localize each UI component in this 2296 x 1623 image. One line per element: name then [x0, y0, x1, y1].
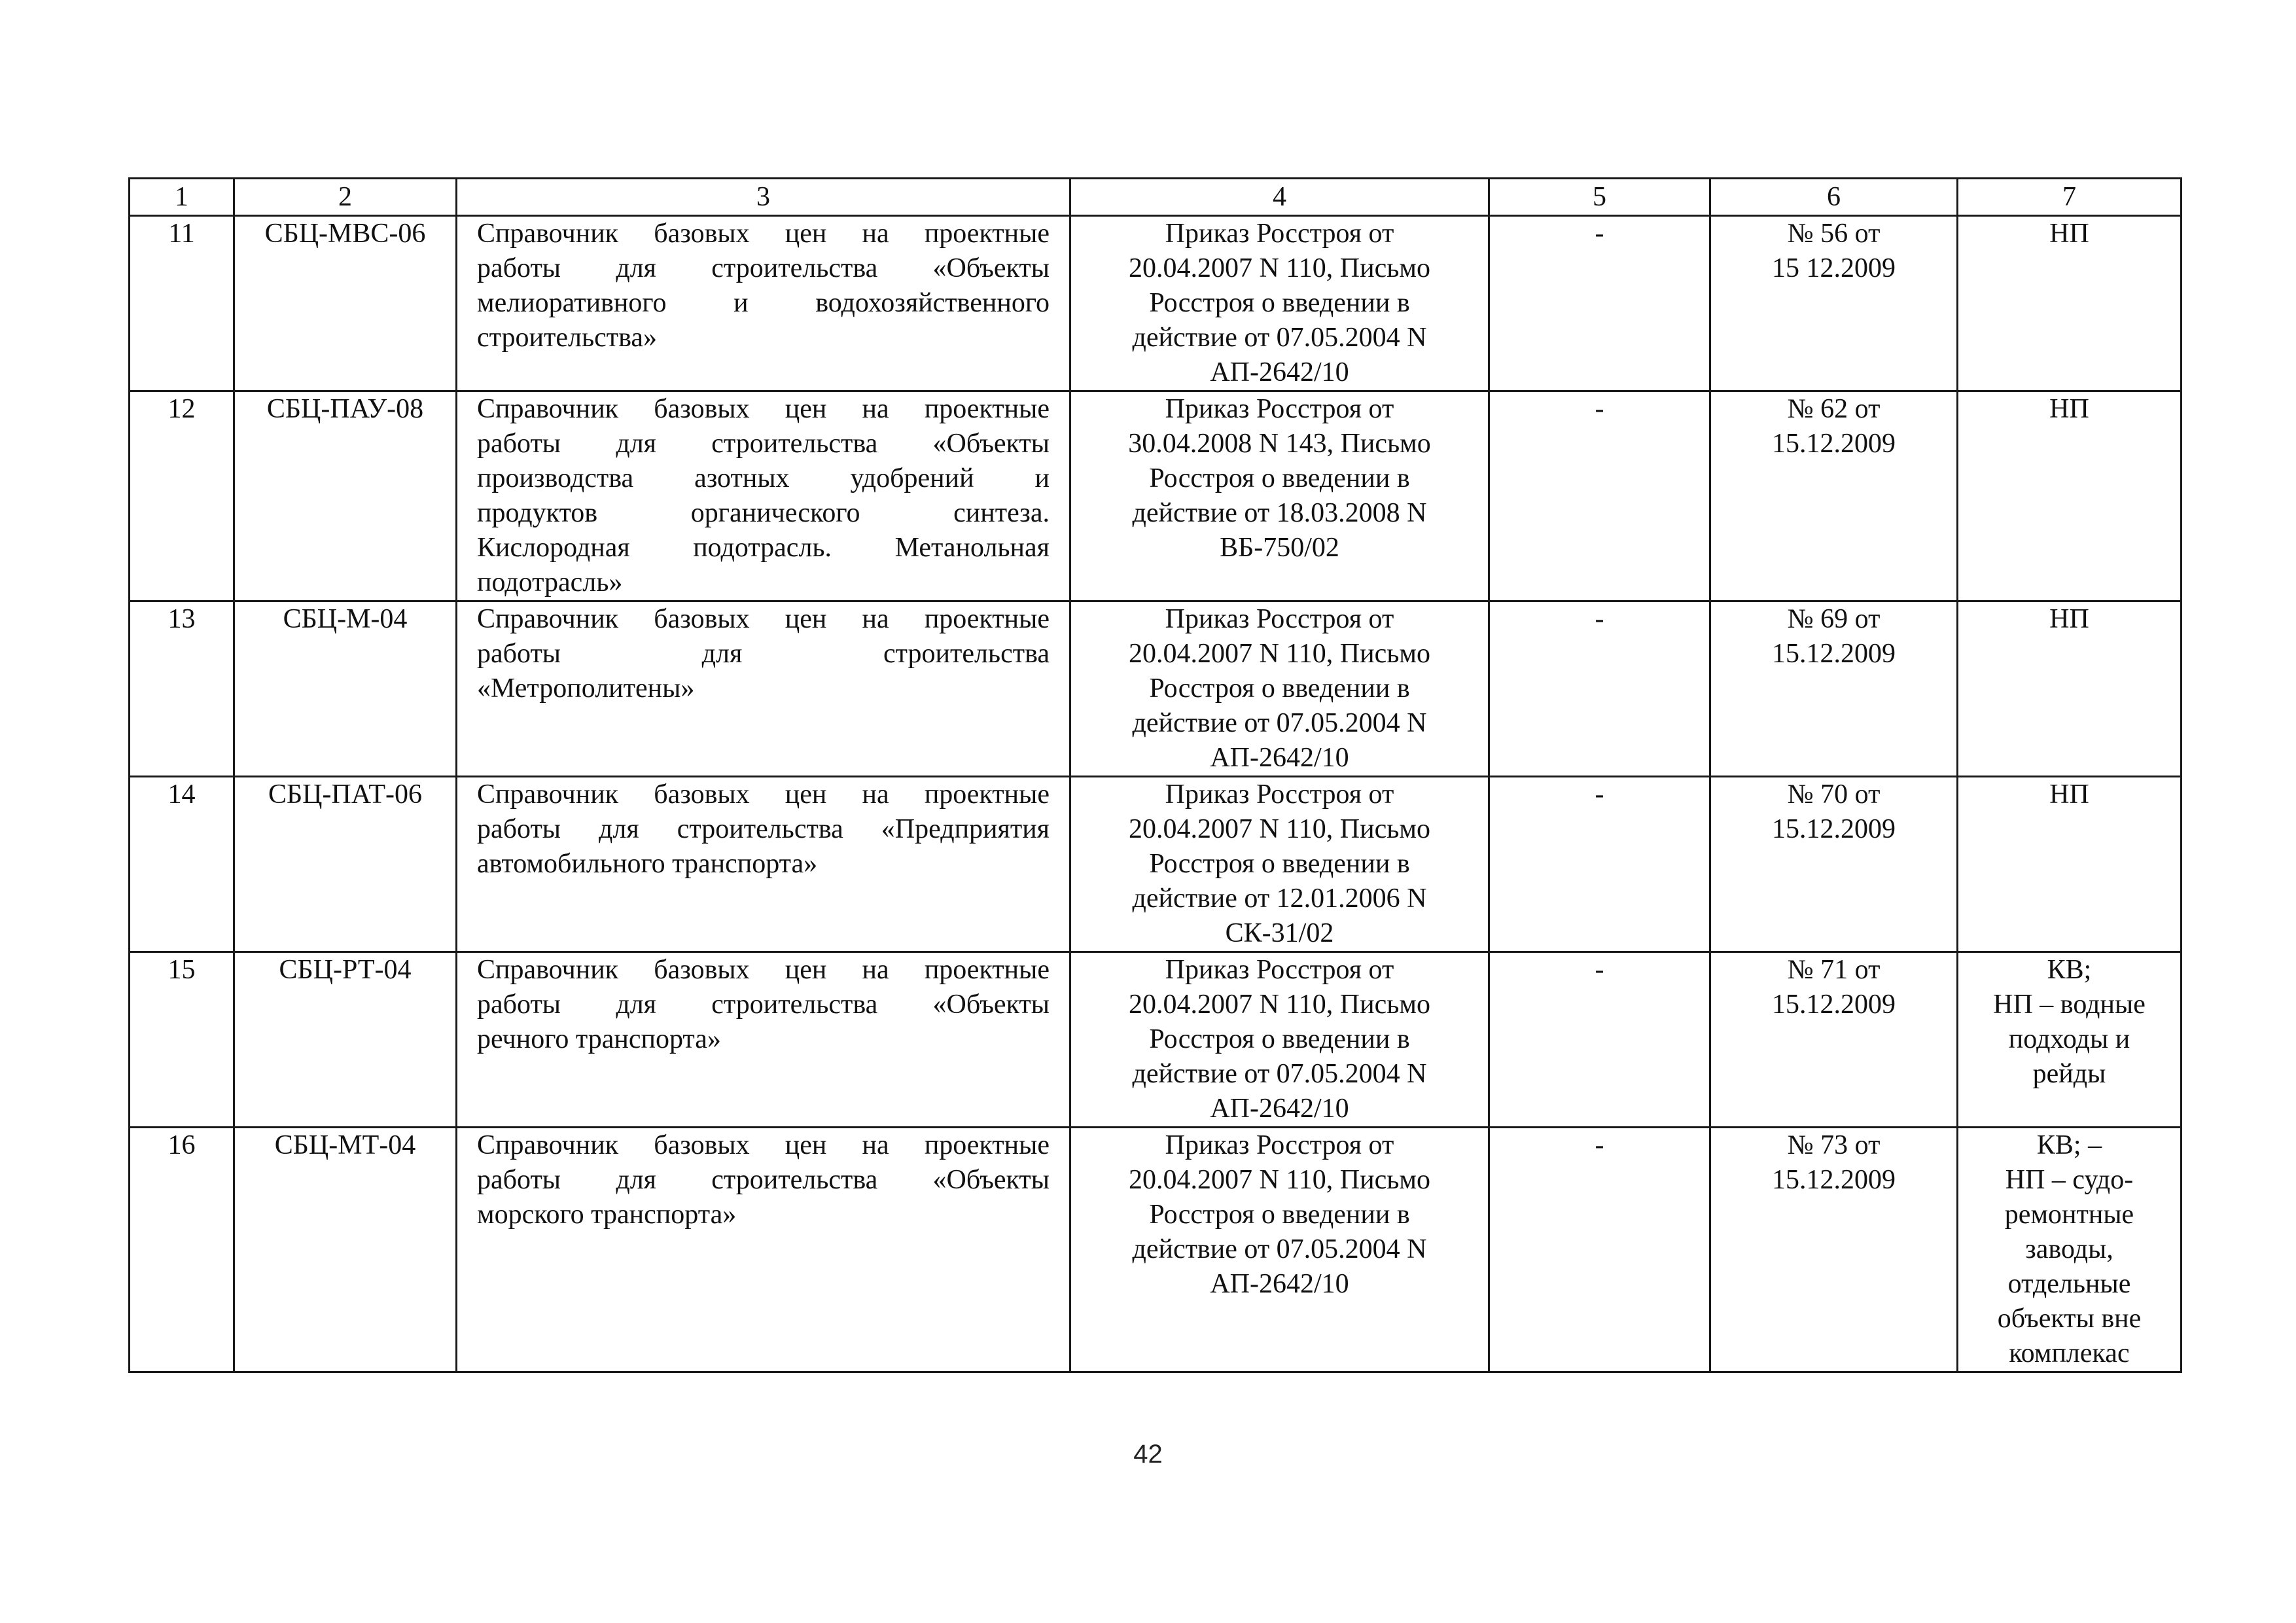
order-line: 20.04.2007 N 110, Письмо — [1129, 639, 1430, 669]
order-line: действие от 07.05.2004 N — [1132, 323, 1427, 353]
column-5-value: - — [1489, 601, 1710, 777]
registration-line: № 69 от — [1787, 604, 1881, 634]
title-line: строительства» — [477, 323, 658, 353]
registration-number — [1710, 601, 1958, 777]
order-line: 20.04.2007 N 110, Письмо — [1129, 990, 1430, 1020]
column-number: 5 — [1489, 179, 1710, 216]
order-line: 20.04.2007 N 110, Письмо — [1129, 1165, 1430, 1195]
order-line: СК-31/02 — [1225, 918, 1334, 948]
title-line: продуктов органического синтеза. — [477, 498, 1050, 528]
column-number: 4 — [1070, 179, 1489, 216]
title-line: Справочник базовых цен на проектные — [477, 604, 1050, 634]
registration-line: № 56 от — [1787, 219, 1881, 249]
title-line: речного транспорта» — [477, 1024, 721, 1054]
registration-line: 15.12.2009 — [1772, 814, 1896, 844]
order-line: 20.04.2007 N 110, Письмо — [1129, 253, 1430, 283]
order-line: 20.04.2007 N 110, Письмо — [1129, 814, 1430, 844]
order-line: Приказ Росстроя от — [1165, 219, 1394, 249]
title-line: работы для строительства «Предприятия — [477, 814, 1050, 844]
order-line: Росстроя о введении в — [1149, 673, 1410, 704]
title-line: Справочник базовых цен на проектные — [477, 1130, 1050, 1160]
registration-number — [1710, 216, 1958, 391]
title-line: Кислородная подотрасль. Метанольная — [477, 533, 1050, 563]
order-line: Приказ Росстроя от — [1165, 955, 1394, 985]
registration-line: 15.12.2009 — [1772, 639, 1896, 669]
note-line: КВ; – — [2036, 1130, 2102, 1160]
registration-line: № 70 от — [1787, 779, 1881, 810]
column-number-row — [130, 179, 2181, 216]
approval-order — [1070, 391, 1489, 601]
order-line: АП-2642/10 — [1210, 1269, 1349, 1299]
note-line: НП — [2049, 219, 2089, 249]
table-row — [130, 391, 2181, 601]
title-line: мелиоративного и водохозяйственного — [477, 288, 1050, 318]
note-line: комплекас — [2009, 1338, 2130, 1368]
note-line: НП — [2049, 779, 2089, 810]
note-line: ремонтные — [2004, 1200, 2134, 1230]
note-line: НП – судо- — [2005, 1165, 2134, 1195]
note — [1958, 216, 2181, 391]
order-line: Приказ Росстроя от — [1165, 1130, 1394, 1160]
document-title — [457, 216, 1070, 391]
approval-order — [1070, 952, 1489, 1128]
column-number: 3 — [457, 179, 1070, 216]
document-title — [457, 601, 1070, 777]
title-line: Справочник базовых цен на проектные — [477, 779, 1050, 810]
document-code: СБЦ-М-04 — [234, 601, 457, 777]
title-line: подотрасль» — [477, 567, 623, 597]
order-line: действие от 07.05.2004 N — [1132, 1059, 1427, 1089]
note — [1958, 777, 2181, 952]
note-line: НП — [2049, 394, 2089, 424]
note — [1958, 391, 2181, 601]
column-5-value: - — [1489, 777, 1710, 952]
table-row — [130, 952, 2181, 1128]
registration-line: № 71 от — [1787, 955, 1881, 985]
order-line: действие от 12.01.2006 N — [1132, 883, 1427, 914]
order-line: Приказ Росстроя от — [1165, 604, 1394, 634]
order-line: Росстроя о введении в — [1149, 1200, 1410, 1230]
row-number: 13 — [130, 601, 234, 777]
page-number: 42 — [1133, 1440, 1163, 1469]
note — [1958, 1128, 2181, 1372]
order-line: Приказ Росстроя от — [1165, 779, 1394, 810]
row-number: 16 — [130, 1128, 234, 1372]
registration-number — [1710, 1128, 1958, 1372]
row-number: 14 — [130, 777, 234, 952]
title-line: Справочник базовых цен на проектные — [477, 394, 1050, 424]
document-code: СБЦ-РТ-04 — [234, 952, 457, 1128]
document-code: СБЦ-ПАТ-06 — [234, 777, 457, 952]
approval-order — [1070, 601, 1489, 777]
order-line: Росстроя о введении в — [1149, 463, 1410, 493]
registration-line: № 73 от — [1787, 1130, 1881, 1160]
registration-line: № 62 от — [1787, 394, 1881, 424]
order-line: действие от 07.05.2004 N — [1132, 1234, 1427, 1264]
order-line: действие от 18.03.2008 N — [1132, 498, 1427, 528]
title-line: морского транспорта» — [477, 1200, 737, 1230]
registration-number — [1710, 777, 1958, 952]
table-row — [130, 601, 2181, 777]
title-line: производства азотных удобрений и — [477, 463, 1050, 493]
table-row — [130, 1128, 2181, 1372]
document-code: СБЦ-МВС-06 — [234, 216, 457, 391]
row-number: 12 — [130, 391, 234, 601]
document-code: СБЦ-МТ-04 — [234, 1128, 457, 1372]
title-line: автомобильного транспорта» — [477, 849, 818, 879]
column-5-value: - — [1489, 216, 1710, 391]
approval-order — [1070, 777, 1489, 952]
title-line: работы для строительства «Объекты — [477, 253, 1050, 283]
registration-line: 15.12.2009 — [1772, 429, 1896, 459]
approval-order — [1070, 1128, 1489, 1372]
order-line: АП-2642/10 — [1210, 1094, 1349, 1124]
note — [1958, 952, 2181, 1128]
approval-order — [1070, 216, 1489, 391]
document-code: СБЦ-ПАУ-08 — [234, 391, 457, 601]
registration-line: 15.12.2009 — [1772, 1165, 1896, 1195]
title-line: Справочник базовых цен на проектные — [477, 955, 1050, 985]
registration-number — [1710, 952, 1958, 1128]
note-line: объекты вне — [1997, 1304, 2142, 1334]
title-line: «Метрополитены» — [477, 673, 695, 704]
title-line: работы для строительства «Объекты — [477, 429, 1050, 459]
table-row — [130, 777, 2181, 952]
note-line: подходы и — [2008, 1024, 2130, 1054]
order-line: Росстроя о введении в — [1149, 1024, 1410, 1054]
table-row — [130, 216, 2181, 391]
order-line: АП-2642/10 — [1210, 357, 1349, 387]
registration-line: 15.12.2009 — [1772, 990, 1896, 1020]
column-5-value: - — [1489, 391, 1710, 601]
column-number: 7 — [1958, 179, 2181, 216]
document-title — [457, 952, 1070, 1128]
note-line: КВ; — [2047, 955, 2092, 985]
note-line: рейды — [2032, 1059, 2106, 1089]
row-number: 15 — [130, 952, 234, 1128]
title-line: Справочник базовых цен на проектные — [477, 219, 1050, 249]
order-line: Приказ Росстроя от — [1165, 394, 1394, 424]
column-number: 1 — [130, 179, 234, 216]
document-title — [457, 391, 1070, 601]
column-number: 6 — [1710, 179, 1958, 216]
order-line: 30.04.2008 N 143, Письмо — [1128, 429, 1431, 459]
column-number: 2 — [234, 179, 457, 216]
column-5-value: - — [1489, 952, 1710, 1128]
registration-number — [1710, 391, 1958, 601]
title-line: работы для строительства «Объекты — [477, 1165, 1050, 1195]
note-line: НП — [2049, 604, 2089, 634]
order-line: ВБ-750/02 — [1220, 533, 1339, 563]
title-line: работы для строительства — [477, 639, 1050, 669]
note-line: заводы, — [2025, 1234, 2113, 1264]
column-5-value: - — [1489, 1128, 1710, 1372]
title-line: работы для строительства «Объекты — [477, 990, 1050, 1020]
note — [1958, 601, 2181, 777]
register-table — [128, 177, 2182, 1373]
order-line: Росстроя о введении в — [1149, 288, 1410, 318]
note-line: НП – водные — [1993, 990, 2146, 1020]
order-line: действие от 07.05.2004 N — [1132, 708, 1427, 738]
order-line: АП-2642/10 — [1210, 743, 1349, 773]
note-line: отдельные — [2007, 1269, 2131, 1299]
order-line: Росстроя о введении в — [1149, 849, 1410, 879]
row-number: 11 — [130, 216, 234, 391]
document-title — [457, 777, 1070, 952]
document-title — [457, 1128, 1070, 1372]
registration-line: 15 12.2009 — [1772, 253, 1896, 283]
